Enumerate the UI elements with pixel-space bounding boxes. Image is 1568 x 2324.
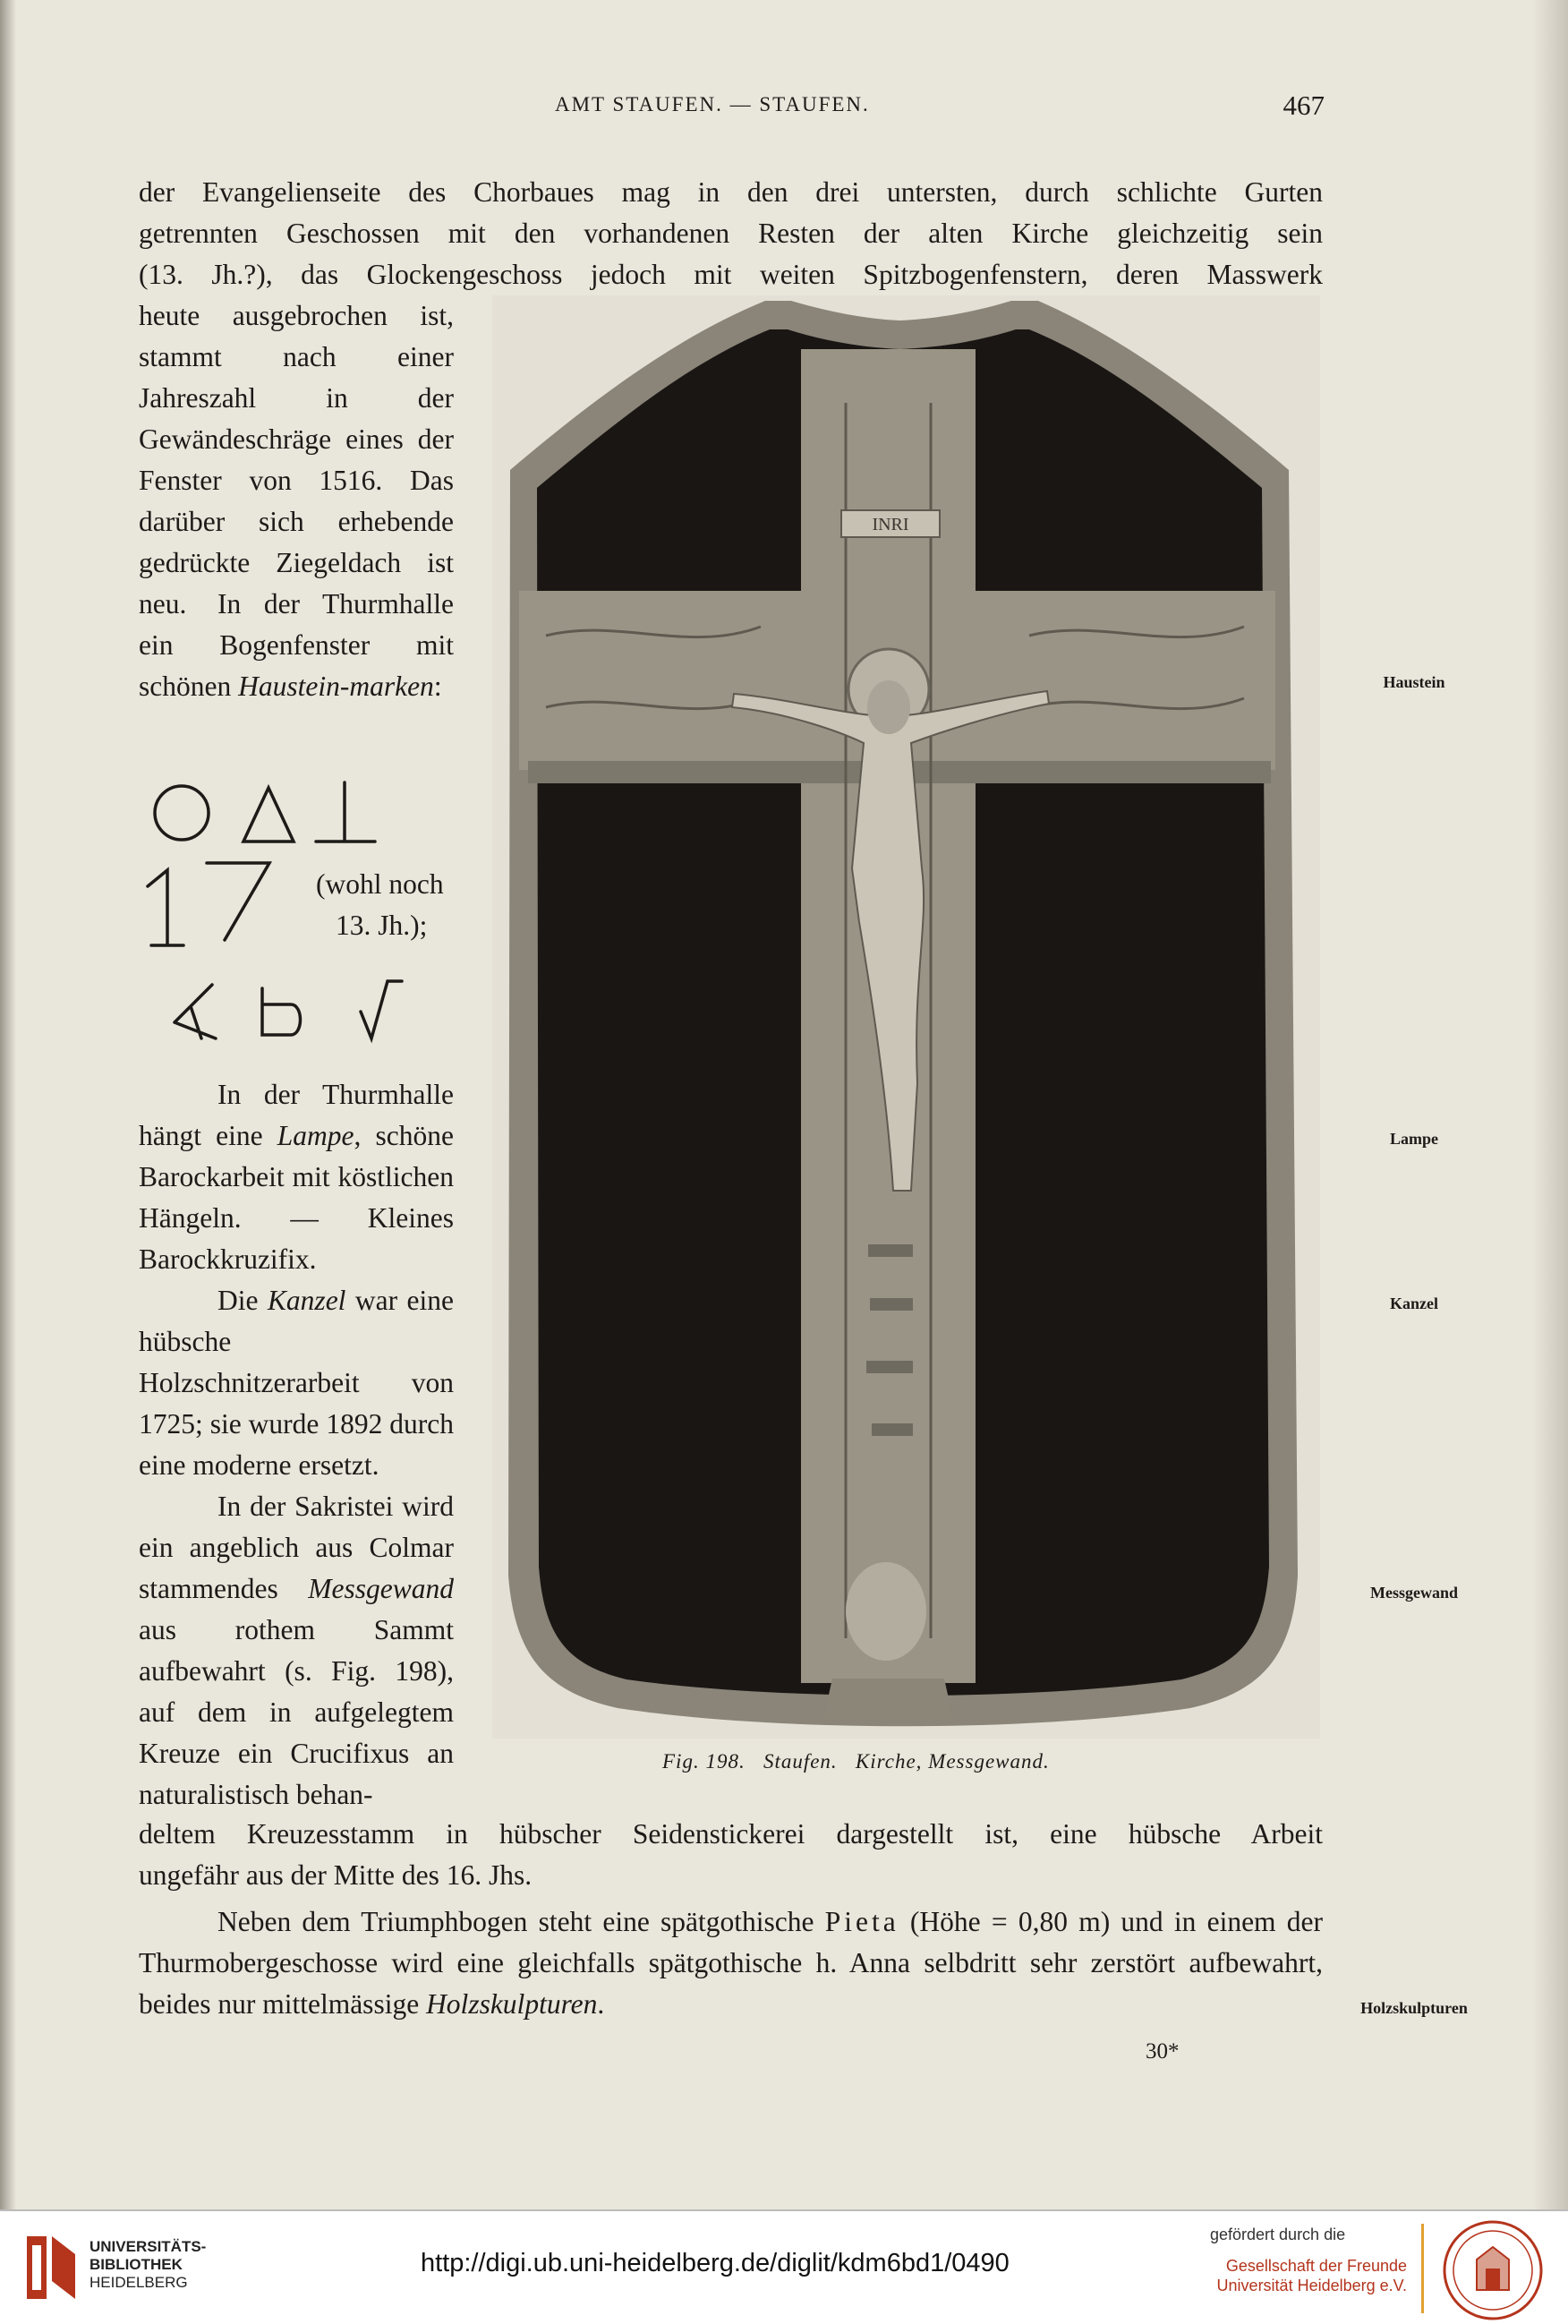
intro-line-2: getrennten Geschossen mit den vorhandenen Resten der alten Kirche gleichzeitig sein bbox=[139, 218, 1323, 249]
text-run: Die bbox=[217, 1285, 268, 1316]
text-run: , schöne Barockarbeit mit köstlichen Hängeln. — Kleines Barockkruzifix. bbox=[139, 1120, 454, 1275]
triangle-mark bbox=[243, 788, 294, 842]
d-shaped-mark bbox=[262, 988, 301, 1035]
column-paragraph-2 bbox=[139, 584, 454, 707]
paragraph-text: heute ausgebrochen ist, stammt nach einer Jahreszahl in der Gewändeschräge eines der Fenster von 1516. Das darüber sich erhebende gedrückte Ziegeldach ist neu. bbox=[139, 300, 454, 619]
term-lampe: Lampe bbox=[277, 1120, 354, 1151]
term-messgewand: Messgewand bbox=[308, 1573, 454, 1604]
figure-caption: Fig. 198. Staufen. Kirche, Messgewand. bbox=[662, 1750, 1050, 1773]
term-holzskulpturen: Holzskulpturen bbox=[426, 1988, 598, 2020]
numeral-one-mark bbox=[148, 870, 183, 945]
text-run: (Höhe = 0,80 m) und in einem der Thurmobergeschosse wird eine gleichfalls spätgothische h. Anna selbdritt sehr zerstört aufbewahrt, beides nur mittelmässige bbox=[139, 1906, 1323, 2020]
text-run: In der Thurmhalle hängt eine bbox=[139, 1079, 454, 1151]
paragraph-messgewand bbox=[139, 1486, 454, 1816]
margin-note-haustein: Haustein bbox=[1383, 673, 1445, 691]
term-haustein: Haustein-marken bbox=[238, 671, 434, 702]
paragraph-kanzel bbox=[139, 1280, 454, 1486]
angular-mark bbox=[175, 985, 216, 1038]
margin-note-kanzel: Kanzel bbox=[1390, 1294, 1438, 1312]
paragraph-haustein bbox=[139, 584, 454, 707]
continuation-paragraph bbox=[139, 1814, 1323, 1896]
marks-note-line-2: 13. Jh.); bbox=[336, 910, 428, 941]
society-line-1: Gesellschaft der Freunde bbox=[1225, 2257, 1407, 2275]
page-left-shadow bbox=[0, 0, 16, 2209]
society-line-2: Universität Heidelberg e.V. bbox=[1216, 2277, 1407, 2294]
margin-note-messgewand: Messgewand bbox=[1370, 1584, 1458, 1602]
final-paragraph bbox=[139, 1901, 1323, 2025]
column-paragraph-4 bbox=[139, 1280, 454, 1486]
paragraph-lampe bbox=[139, 1074, 454, 1280]
seven-mark bbox=[207, 863, 269, 940]
text-run: In der Thurmhalle ein Bogenfenster mit schönen bbox=[139, 588, 454, 702]
signature-mark: 30* bbox=[1146, 2039, 1180, 2063]
column-paragraph-5 bbox=[139, 1486, 454, 1816]
text-run: Neben dem Triumphbogen steht eine spätgothische bbox=[217, 1906, 825, 1937]
mason-marks bbox=[139, 770, 454, 1074]
margin-note-lampe: Lampe bbox=[1390, 1130, 1438, 1148]
perpendicular-mark bbox=[316, 782, 375, 842]
text-run: : bbox=[433, 671, 442, 702]
circle-mark bbox=[155, 786, 209, 840]
kneeling-figure bbox=[846, 1562, 926, 1661]
text-run: In der Sakristei wird ein angeblich aus Colmar stammendes bbox=[139, 1491, 454, 1604]
continuation-line-1: deltem Kreuzesstamm in hübscher Seidenstickerei dargestellt ist, eine hübsche Arbeit bbox=[139, 1818, 1323, 1850]
intro-line-3: (13. Jh.?), das Glockengeschoss jedoch mit weiten Spitzbogenfenstern, deren Masswerk bbox=[139, 259, 1323, 290]
continuation-line-2: ungefähr aus der Mitte des 16. Jhs. bbox=[139, 1859, 533, 1891]
text-run: aus rothem Sammt aufbewahrt (s. Fig. 198), auf dem in aufgelegtem Kreuze ein Crucifixus an naturalistisch behan- bbox=[139, 1614, 454, 1810]
hook-mark bbox=[361, 981, 402, 1038]
footer-divider bbox=[1421, 2224, 1424, 2313]
intro-paragraph bbox=[139, 172, 1323, 295]
term-pieta: Pieta bbox=[824, 1906, 899, 1937]
page-right-shadow bbox=[1532, 0, 1568, 2209]
library-name bbox=[89, 2238, 206, 2292]
permalink-url[interactable]: http://digi.ub.uni-heidelberg.de/diglit/kdm6bd1/0490 bbox=[421, 2249, 1010, 2277]
university-library-logo-icon bbox=[20, 2227, 82, 2308]
text-run: war eine hübsche Holzschnitzerarbeit von 1725; sie wurde 1892 durch eine moderne ersetzt. bbox=[139, 1285, 454, 1481]
chasuble-photo bbox=[492, 295, 1320, 1739]
society-seal-icon bbox=[1441, 2218, 1545, 2322]
library-line-1: UNIVERSITÄTS- bbox=[89, 2238, 207, 2255]
column-paragraph-1 bbox=[139, 295, 454, 625]
library-line-2: BIBLIOTHEK bbox=[89, 2256, 183, 2273]
page-header bbox=[134, 90, 1325, 125]
titulus-text: INRI bbox=[872, 515, 909, 534]
intro-line-1: der Evangelienseite des Chorbaues mag in den drei untersten, durch schlichte Gurten bbox=[139, 176, 1323, 208]
column-paragraph-3 bbox=[139, 1074, 454, 1280]
digitization-footer bbox=[0, 2209, 1568, 2324]
library-line-3: HEIDELBERG bbox=[89, 2274, 188, 2291]
page-number: 467 bbox=[1283, 90, 1325, 121]
figure-chasuble bbox=[492, 295, 1320, 1739]
funded-by-text: gefördert durch die bbox=[1210, 2226, 1346, 2243]
term-kanzel: Kanzel bbox=[267, 1285, 346, 1316]
text-run: . bbox=[597, 1988, 605, 2020]
running-head: AMT STAUFEN. — STAUFEN. bbox=[555, 93, 870, 115]
margin-note-holzskulpturen: Holzskulpturen bbox=[1360, 1999, 1468, 2017]
marks-note-line-1: (wohl noch bbox=[316, 868, 444, 900]
society-name bbox=[1201, 2256, 1407, 2295]
